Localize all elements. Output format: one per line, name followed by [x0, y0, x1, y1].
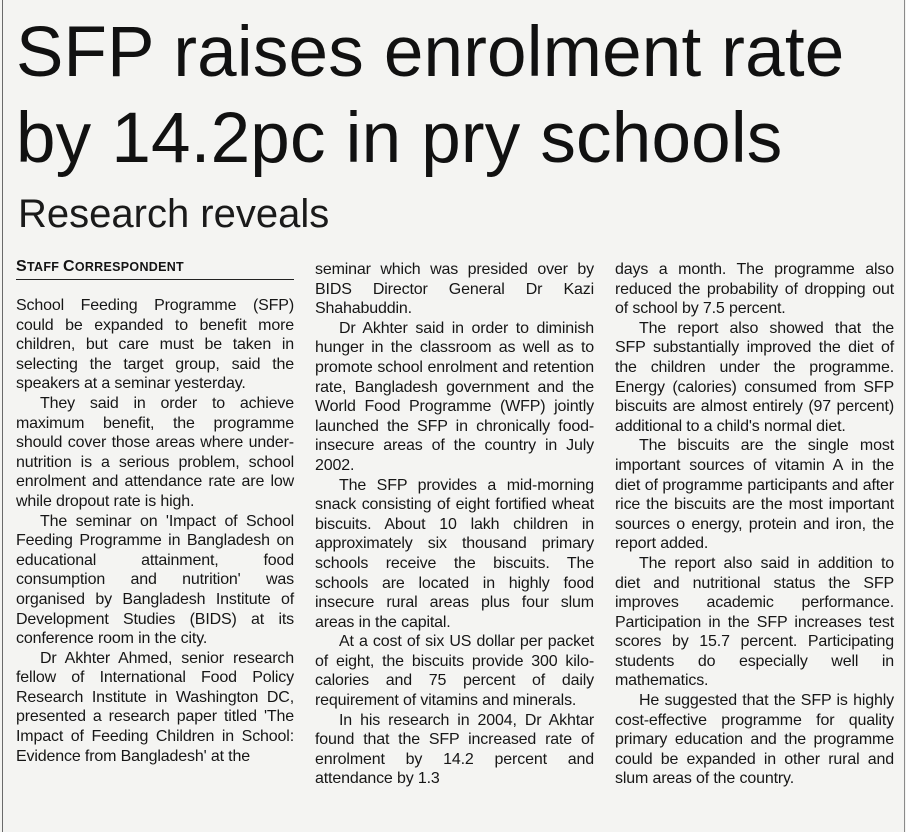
headline: [16, 10, 904, 182]
right-column-rule: [904, 0, 905, 832]
byline-rest-1: TAFF: [26, 260, 63, 274]
paragraph: Dr Akhter Ahmed, senior research fellow of International Food Policy Research Institute in Washington DC, presented a research paper titled 'The Impact of Feeding Children in School: Evidence from Bangladesh' at the: [16, 649, 294, 765]
byline-initial-1: S: [16, 258, 27, 275]
paragraph: days a month. The programme also reduced the probability of dropping out of school by 7.5 percent.: [615, 261, 894, 318]
article-column-3: [615, 260, 894, 789]
byline: [16, 257, 294, 280]
headline-line-2: by 14.2pc in pry schools: [16, 99, 783, 178]
headline-line-1: SFP raises enrolment rate: [16, 13, 845, 92]
left-column-rule: [2, 0, 3, 832]
paragraph: The SFP provides a mid-morning snack consisting of eight fortified wheat biscuits. About 10 lakh children in approximately six thousand primary schools receive the biscuits. The schools are located in highly food insecure rural areas plus four slum areas in the capital.: [315, 476, 594, 631]
article-column-2: [315, 260, 594, 789]
paragraph: The seminar on 'Impact of School Feeding Programme in Bangladesh on educational attainment, food consumption and nutrition' was organised by Bangladesh Institute of Development Studies (BIDS) at its conference room in the city.: [16, 512, 294, 648]
article-column-1: [16, 296, 294, 766]
byline-rest-2: ORRESPONDENT: [74, 260, 184, 274]
paragraph: The report also said in addition to diet and nutritional status the SFP improves academic performance. Participation in the SFP increases test scores by 15.7 percent. Participating students do especially well in mathematics.: [615, 554, 894, 690]
paragraph: At a cost of six US dollar per packet of eight, the biscuits provide 300 kilo-calories and 75 percent of daily requirement of vitamins and minerals.: [315, 633, 594, 710]
paragraph: The report also showed that the SFP substantially improved the diet of the children under the programme. Energy (calories) consumed from SFP biscuits are almost entirely (97 percent) additional to a child's normal diet.: [615, 319, 894, 435]
byline-initial-2: C: [62, 258, 75, 275]
paragraph: Dr Akhter said in order to diminish hunger in the classroom as well as to promote school enrolment and retention rate, Bangladesh government and the World Food Programme (WFP) jointly launched the SFP in chronically food-insecure areas of the country in July 2002.: [315, 319, 594, 474]
kicker: Research reveals: [18, 192, 330, 236]
paragraph: They said in order to achieve maximum benefit, the programme should cover those areas where under-nutrition is a serious problem, school enrolment and attendance rate are low while dropout rate is high.: [16, 394, 294, 510]
paragraph: School Feeding Programme (SFP) could be expanded to benefit more children, but care must be taken in selecting the target group, said the speakers at a seminar yesterday.: [16, 297, 294, 393]
paragraph: In his research in 2004, Dr Akhtar found that the SFP increased rate of enrolment by 14.2 percent and attendance by 1.3: [315, 711, 594, 788]
paragraph: He suggested that the SFP is highly cost-effective programme for quality primary education and the programme could be expanded in other rural and slum areas of the country.: [615, 692, 894, 788]
paragraph: seminar which was presided over by BIDS Director General Dr Kazi Shahabuddin.: [315, 261, 594, 318]
paragraph: The biscuits are the single most important sources of vitamin A in the diet of programme participants and after rice the biscuits are the most important sources o energy, protein and iron, the report added.: [615, 437, 894, 553]
